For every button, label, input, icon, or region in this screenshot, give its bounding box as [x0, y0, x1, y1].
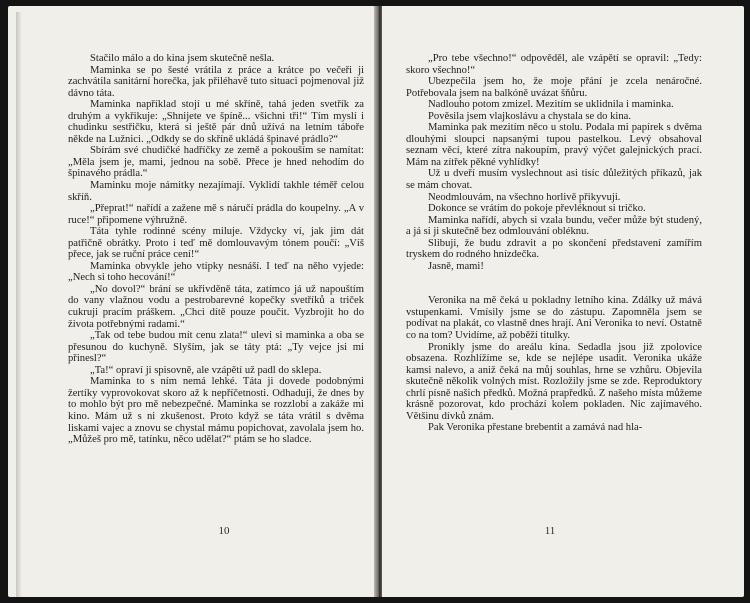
- right-page: [382, 6, 744, 597]
- paragraph: „Ta!“ opraví ji spisovně, ale vzápětí už padl do sklepa.: [90, 364, 322, 376]
- paragraph: „Pro tebe všechno!“ odpověděl, ale vzápětí se opravil: „Tedy: skoro všechno!“: [406, 53, 702, 76]
- paragraph: Maminka nařídí, abych si vzala bundu, večer může být studený, a já si ji skutečně bez odmlouvání obléknu.: [406, 214, 702, 238]
- page-number: 11: [544, 525, 556, 537]
- paragraph: Veronika na mě čeká u pokladny letního kina. Zdálky už mává vstupenkami. Vmísily jsme se do zástupu. Zapomněla jsem se podívat na plakát, co vlastně dnes hrají. Ani Veronika to neví. Ostatně co na tom? Uvidíme, až poběží titulky.: [406, 295, 702, 342]
- paragraph: Táta tyhle rodinné scény miluje. Vždycky ví, jak jim dát patřičně obrátky. Proto i teď mě domlouvavým tónem poučí: „Víš přece, jak se ruční práce cení!“: [68, 226, 364, 261]
- paragraph: Slibuji, že budu zdravit a po skončení představení zamířím tryskem do rodného hnízdečka.: [406, 237, 702, 261]
- paragraph: „Přeprat!“ nařídí a zažene mě s náručí prádla do koupelny. „A v ruce!“ připomene výhružně.: [68, 203, 364, 226]
- paragraph: Jasně, mami!: [428, 260, 484, 272]
- page-number: 10: [218, 525, 230, 537]
- paragraph: Pronikly jsme do areálu kina. Sedadla jsou již zpolovice obsazena. Rozhlížíme se, kde se nejlépe usadit. Veronika ukáže kamsi nalevo, a aniž čeká na můj souhlas, hrne se vzhůru. Objevila skutečně několik volných míst. Rozložily jsme se zde. Reproduktory chrlí písně našich předků. Možná prapředků. Z našeho místa můžeme krásně pozorovat, kdo prochází kolem pokladen. Nic zajímavého. Většinu dívků znám.: [406, 341, 702, 422]
- paragraph: Nadlouho potom zmizel. Mezitím se uklidnila i maminka.: [428, 99, 674, 111]
- paragraph: Maminka se po šesté vrátila z práce a krátce po večeři ji zachvátila sanitární horečka, jak přiléhavě tuto situaci pojmenoval již dávno táta.: [68, 64, 364, 99]
- page-edge: [16, 12, 22, 597]
- left-page: [8, 6, 376, 597]
- paragraph: Maminka to s ním nemá lehké. Táta ji dovede podobnými žertíky vyprovokovat skoro až k nepříčetnosti. Odhaduji, že dnes by to mohlo být pro mě nebezpečné. Maminka se rozzlobí a zakáže mi kino. Mám už s ni zkušenost. Proto když se táta vrátil s dvěma liskami vajec a znovu se chystal mámu popichovat, zavolala jsem ho. „Můžeš pro mě, tatínku, něco udělat?“ ptám se ho sladce.: [68, 376, 364, 446]
- left-page-text: [68, 53, 364, 446]
- paragraph: Dokonce se vrátím do pokoje převléknout si tričko.: [428, 203, 646, 215]
- paragraph: Maminka obvykle jeho vtípky nesnáší. I teď na něho vyjede: „Nech si toho hecování!“: [68, 260, 364, 284]
- paragraph: Pověsila jsem vlajkoslávu a chystala se do kina.: [428, 110, 632, 122]
- paragraph: Maminku moje námitky nezajímají. Vyklidí takhle téměř celou skříň.: [68, 180, 364, 203]
- paragraph: Maminka pak mezitím něco u stolu. Podala mi papírek s dvěma dlouhými sloupci napsanými tupou pastelkou. Levý obsahoval seznam věcí, které zítra nakoupím, pravý výčet galejnických prací. Mám na zítřek pěkné vyhlídky!: [406, 122, 702, 168]
- paragraph: Stačilo málo a do kina jsem skutečně nešla.: [90, 53, 275, 64]
- paragraph: „Tak od tebe budou mít cenu zlata!“ ulevi si maminka a oba se přesunou do kuchyně. Slyším, jak se táty ptá: „Ty vejce jsi mi přinesl?“: [68, 330, 364, 365]
- paragraph: Už u dveří musím vyslechnout asi tisíc důležitých příkazů, jak se mám chovat.: [406, 168, 702, 192]
- paragraph: Maminka například stojí u mé skříně, tahá jeden svetřík za druhým a vykřikuje: „Shnijete ve špíně... všichni tři!“ Tím myslí i chudinku sestřičku, která si ještě pár dnů užívá na letním táboře někde na Lužnici. „Odkdy se do skříně ukládá špinavé prádlo?“: [68, 99, 364, 145]
- paragraph: „No dovol?“ brání se ukřivděně táta, zatímco já už napouštím do vany vlažnou vodu a pestrobarevné kopečky svetříků a triček cukruji pracím práškem. „Chci dítě pouze poučit. Vyzbrojit ho do života potřebnými radami.“: [68, 283, 364, 330]
- paragraph: Pak Veronika přestane brebentit a zamává nad hla-: [428, 422, 643, 434]
- paragraph: Ubezpečila jsem ho, že moje přání je zcela nenáročné. Potřebovala jsem na balkóně uvázat šňůru.: [406, 76, 702, 99]
- right-page-text: [406, 53, 702, 434]
- paragraph: Sbírám své chudičké hadříčky ze země a pokouším se namítat: „Měla jsem je, mami, jednou na sobě. Přece je hned nehodím do špinavého prádla.“: [68, 145, 364, 180]
- paragraph: Neodmlouvám, na všechno horlivě přikyvuji.: [428, 191, 621, 203]
